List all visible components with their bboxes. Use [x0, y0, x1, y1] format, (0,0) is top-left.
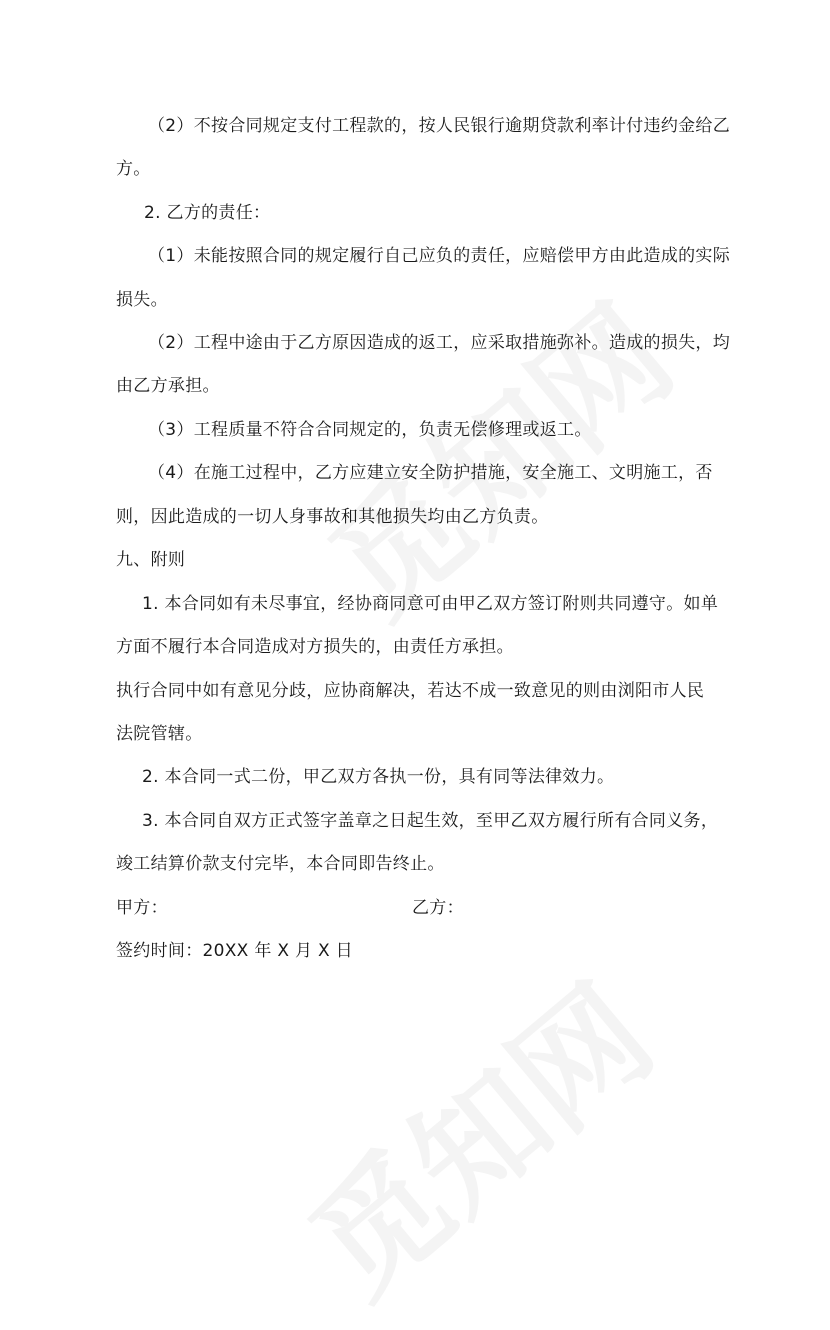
clause-line: 竣工结算价款支付完毕，本合同即告终止。 [116, 854, 445, 874]
watermark [266, 937, 685, 1330]
clause-line: （2）不按合同规定支付工程款的，按人民银行逾期贷款利率计付违约金给乙 [148, 116, 731, 136]
section-heading: 九、附则 [116, 550, 186, 570]
party-b-signature-label: 乙方： [412, 898, 464, 918]
clause-line: 2. 本合同一式二份，甲乙双方各执一份，具有同等法律效力。 [142, 767, 615, 787]
clause-line: 1. 本合同如有未尽事宜，经协商同意可由甲乙双方签订附则共同遵守。如单 [142, 594, 719, 614]
sign-date: 签约时间：20XX 年 X 月 X 日 [116, 941, 353, 961]
section-heading: 2. 乙方的责任： [144, 203, 271, 223]
clause-line: 方。 [116, 159, 151, 179]
clause-line: 方面不履行本合同造成对方损失的，由责任方承担。 [116, 637, 514, 657]
clause-line: 执行合同中如有意见分歧，应协商解决，若达不成一致意见的则由浏阳市人民 [116, 681, 705, 701]
party-a-signature-label: 甲方： [116, 898, 168, 918]
clause-line: 3. 本合同自双方正式签字盖章之日起生效，至甲乙双方履行所有合同义务， [142, 811, 719, 831]
clause-line: 则，因此造成的一切人身事故和其他损失均由乙方负责。 [116, 507, 549, 527]
clause-line: 损失。 [116, 290, 168, 310]
clause-line: （2）工程中途由于乙方原因造成的返工，应采取措施弥补。造成的损失，均 [148, 333, 731, 353]
clause-line: （4）在施工过程中，乙方应建立安全防护措施，安全施工、文明施工，否 [148, 463, 713, 483]
clause-line: 法院管辖。 [116, 724, 203, 744]
clause-line: （1）未能按照合同的规定履行自己应负的责任，应赔偿甲方由此造成的实际 [148, 246, 731, 266]
clause-line: （3）工程质量不符合合同规定的，负责无偿修理或返工。 [148, 420, 592, 440]
clause-line: 由乙方承担。 [116, 376, 220, 396]
